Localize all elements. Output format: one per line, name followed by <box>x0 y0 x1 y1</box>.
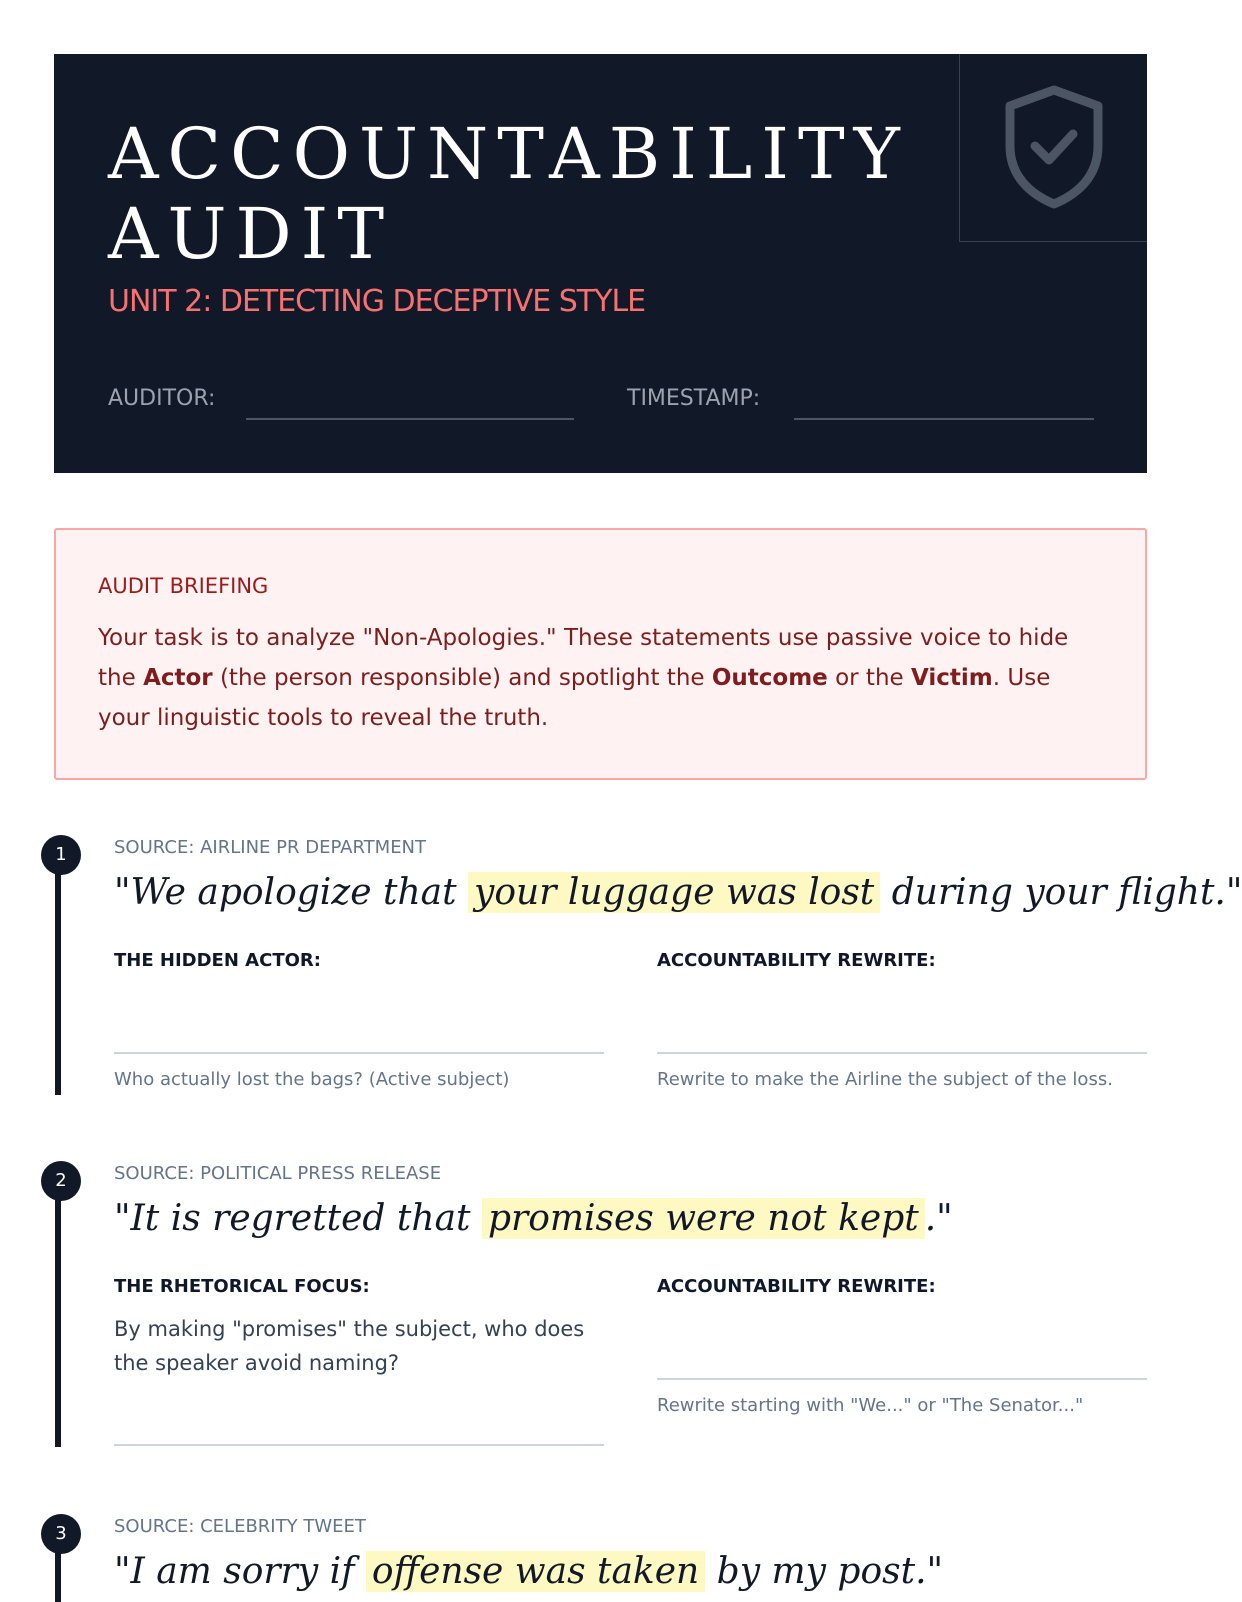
quote-text: ." <box>924 1198 953 1239</box>
item-number-badge: 2 <box>41 1161 81 1201</box>
briefing-title: AUDIT BRIEFING <box>98 574 269 598</box>
quote-text: during your flight." <box>880 872 1242 913</box>
timestamp-field[interactable] <box>794 418 1094 420</box>
hidden-actor-hint: Who actually lost the bags? (Active subject) <box>114 1069 510 1090</box>
unit-subtitle: UNIT 2: DETECTING DECEPTIVE STYLE <box>108 284 646 319</box>
briefing-text-part: (the person responsible) and spotlight the <box>212 665 712 691</box>
item-source: SOURCE: POLITICAL PRESS RELEASE <box>114 1163 442 1184</box>
quote-highlight: your luggage was lost <box>468 872 880 913</box>
timeline-rail <box>55 852 61 1095</box>
quote-text: "I am sorry if <box>114 1551 366 1592</box>
item-number-badge: 3 <box>41 1514 81 1554</box>
timestamp-label: TIMESTAMP: <box>627 386 761 411</box>
hidden-actor-field[interactable] <box>114 1052 604 1054</box>
shield-check-icon <box>1002 84 1106 210</box>
briefing-text-part: Your task is to analyze "Non-Apologies." These statements use passive voice to hide the <box>98 625 1069 691</box>
rewrite-hint: Rewrite starting with "We..." or "The Senator..." <box>657 1395 1084 1416</box>
title-line-2: AUDIT <box>108 193 394 275</box>
rewrite-field[interactable] <box>657 1378 1147 1380</box>
item-number-badge: 1 <box>41 835 81 875</box>
item-quote <box>114 1198 953 1239</box>
quote-text: by my post." <box>705 1551 944 1592</box>
audit-item-3 <box>0 1510 1200 1600</box>
briefing-victim-term: Victim <box>911 665 993 691</box>
item-source: SOURCE: AIRLINE PR DEPARTMENT <box>114 837 427 858</box>
shield-icon-frame <box>959 54 1147 242</box>
briefing-outcome-term: Outcome <box>711 665 828 691</box>
auditor-label: AUDITOR: <box>108 386 216 411</box>
briefing-text <box>98 618 1108 738</box>
worksheet-header <box>54 54 1147 473</box>
quote-highlight: offense was taken <box>366 1551 705 1592</box>
rewrite-field[interactable] <box>657 1052 1147 1054</box>
audit-item-2 <box>0 1157 1200 1457</box>
title-line-1: ACCOUNTABILITY <box>108 113 909 195</box>
audit-item-1 <box>0 830 1242 1100</box>
rewrite-label: ACCOUNTABILITY REWRITE: <box>657 1276 936 1297</box>
item-quote <box>114 872 1242 913</box>
quote-highlight: promises were not kept <box>482 1198 925 1239</box>
timeline-rail <box>55 1179 61 1447</box>
quote-text: "We apologize that <box>114 872 469 913</box>
rhetorical-focus-prompt: By making "promises" the subject, who does the speaker avoid naming? <box>114 1317 585 1375</box>
briefing-text-part: . Use your linguistic tools to reveal the truth. <box>98 665 1051 731</box>
rhetorical-focus-field[interactable] <box>114 1444 604 1446</box>
hidden-actor-label: THE HIDDEN ACTOR: <box>114 950 321 971</box>
audit-briefing <box>54 528 1147 780</box>
rhetorical-focus-label: THE RHETORICAL FOCUS: <box>114 1276 370 1297</box>
item-quote <box>114 1551 943 1592</box>
briefing-text-part: or the <box>827 665 911 691</box>
quote-text: "It is regretted that <box>114 1198 482 1239</box>
rewrite-label: ACCOUNTABILITY REWRITE: <box>657 950 936 971</box>
briefing-actor-term: Actor <box>143 665 213 691</box>
rewrite-hint: Rewrite to make the Airline the subject of the loss. <box>657 1069 1113 1090</box>
item-source: SOURCE: CELEBRITY TWEET <box>114 1516 366 1537</box>
auditor-field[interactable] <box>246 418 574 420</box>
page-title <box>108 114 909 274</box>
